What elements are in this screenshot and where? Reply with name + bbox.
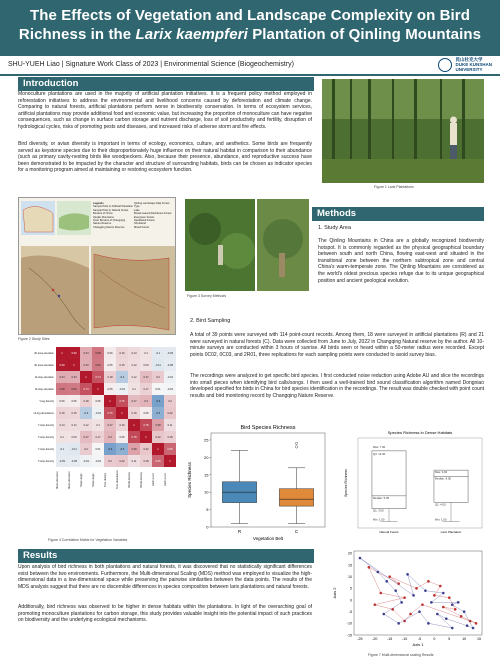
y-tick-label: 15 [204,472,209,478]
data-point [439,585,442,588]
matrix-cell: 0.05 [92,395,104,407]
matrix-cell: 0.27 [140,371,152,383]
matrix-col-label: Shrub density [140,472,143,488]
matrix-row-label: Y-log density [39,399,54,403]
matrix-cell: 0.3 [104,431,116,443]
matrix-cell: -0.02 [92,455,104,467]
y-axis-label: Species Richness [344,469,348,497]
matrix-cell: 1 [92,383,104,395]
matrix-cell: -0.04 [80,455,92,467]
matrix-cell: 0.17 [140,383,152,395]
matrix-row-label: T-stop density [37,459,54,463]
section-header-methods: Methods [312,207,484,221]
matrix-col-label: Herb cover [164,473,167,487]
matrix-col-label: Shrub density [128,472,131,488]
matrix-cell: 0.1 [92,419,104,431]
data-point [460,615,463,618]
matrix-cell: 0.1 [56,431,68,443]
matrix-cell: -0.08 [164,359,176,371]
box-annotation: Q1: 4.00 [434,502,446,507]
matrix-cell: 1 [80,371,92,383]
figure-1-caption: Figure 1 Larix Plantations [374,185,414,189]
data-point [406,573,409,576]
x-tick-label: -15 [387,637,393,641]
y-tick-label: 0 [206,524,209,530]
map-legend: Legends Sample Plots in Artificial Plantation Sample Plots in Natural Forest Borders of China Qinglin Mountains Area: Borders of Changqing Nature Reserve Changqing Nature Reserve [93,202,133,229]
matrix-cell: 0.06 [104,347,116,359]
author-bar [0,56,500,76]
matrix-cell: 0.15 [68,407,80,419]
poster-title-banner [0,0,500,56]
matrix-cell: 0.2 [164,395,176,407]
x-tick-label: Larix Plantation [440,530,462,534]
matrix-cell: -0.08 [68,455,80,467]
matrix-cell: -0.04 [116,383,128,395]
matrix-row-label: 40 area elevation [34,351,54,355]
y-tick-label: 0 [350,598,352,603]
matrix-cell: 0.16 [116,347,128,359]
intro-paragraph-2: Bird diversity, or avian diversity is important in terms of ecology, economics, culture, and aesthetics. Some birds are frequently served as keystone species due to their disproportionately huge influence on their natural habitat in comparison to their abundance (such as primary cavity-nesting birds like woodpeckers. Also, because their presence, abundance, and reproductive success have been demonstrated to be impacted by the character and structure of surrounding habitats, birds can be chosen as indicator species for a monitoring program aimed at maintaining or restoring ecosystem function. [18,141,312,174]
dense-habitat-boxplot [340,428,486,544]
matrix-cell: 0.2 [152,371,164,383]
figure-4-caption: Figure 4 Correlation Matrix for Vegetation Variables [48,538,128,542]
matrix-row-label: T-stop density [37,435,54,439]
data-point [442,592,445,595]
y-tick-label: 5 [350,586,352,591]
matrix-cell: 0.56 [68,383,80,395]
matrix-cell: 1 [104,395,116,407]
box-annotation: Q1: 3.00 [372,508,384,513]
matrix-cell: 0.76 [116,395,128,407]
larix-plantation-photo [322,79,484,183]
matrix-row-label: Y-stop density [37,447,54,451]
data-point [394,589,397,592]
data-point [451,627,454,630]
outlier-point [295,446,297,448]
matrix-cell: -0.5 [116,443,128,455]
matrix-cell: 0.78 [140,419,152,431]
matrix-row-label: Hi-slop elevation [34,375,54,379]
matrix-cell: 0.34 [80,347,92,359]
bird-richness-boxplot [185,421,333,546]
methods-subheading-bird-sampling: 2. Bird Sampling [190,318,231,324]
matrix-cell: 0.12 [80,419,92,431]
matrix-cell: -0.3 [116,371,128,383]
y-tick-label: 20 [204,454,209,460]
matrix-row-label: 40 area elevation [34,363,54,367]
y-axis-label: Axis 2 [332,587,337,599]
matrix-cell: 0.09 [68,431,80,443]
figure-7-caption: Figure 7 Multi-dimensional scaling Results [368,653,434,657]
matrix-cell: -0.11 [152,359,164,371]
data-point [436,613,439,616]
matrix-row-label: Hi-log abundance [33,411,54,415]
y-tick-label: -10 [346,621,352,626]
matrix-cell: 1 [128,419,140,431]
matrix-cell: 0.2 [80,443,92,455]
matrix-cell: 0.17 [92,431,104,443]
data-point [427,580,430,583]
data-point [418,610,421,613]
data-point [451,603,454,606]
figure-2-caption: Figure 2 Study Sites [18,337,50,341]
matrix-cell: 0.06 [56,395,68,407]
y-tick-label: 15 [348,563,352,568]
y-tick-label: 5 [206,507,209,513]
matrix-cell: 0.33 [68,371,80,383]
data-point [448,596,451,599]
matrix-cell: 0.11 [128,455,140,467]
poster-title-line-1: The Effects of Vegetation and Landscape Complexity on Bird [29,7,471,24]
data-point [415,587,418,590]
figure-3-caption: Figure 3 Survey Methods [187,294,227,298]
matrix-cell: 0.65 [152,455,164,467]
data-point [424,589,427,592]
matrix-cell: 0.27 [104,419,116,431]
x-tick-label: 15 [477,637,482,641]
matrix-cell: 0.22 [164,407,176,419]
y-axis-label: Species Richness [187,462,192,498]
matrix-cell: -0.09 [164,347,176,359]
x-axis-label: Axis 1 [412,642,424,647]
map-vegetation-legend: Qinling Landscape Map Forest Type Lake Broad-Leaved Deciduous Forest Evergreen Forest Needleleaf Forest Shrubland Mixed Forest [134,202,172,229]
matrix-cell: 0.12 [128,371,140,383]
box-annotation: Min: 1.00 [372,517,385,522]
x-tick-label: C [294,529,299,534]
data-point [442,606,445,609]
box-annotation: Q3: 12.00 [372,451,386,456]
matrix-cell: 1 [140,431,152,443]
box-1 [434,470,468,502]
plot-frame [354,551,482,635]
x-tick-label: 0 [433,637,436,641]
matrix-cell: 1 [152,443,164,455]
matrix-cell: 0.18 [104,371,116,383]
y-tick-label: -15 [346,633,352,638]
x-tick-label: -25 [357,637,363,641]
matrix-cell: 0.11 [164,419,176,431]
matrix-cell: 0.27 [80,431,92,443]
matrix-cell: 0.3 [140,395,152,407]
methods-analysis-paragraph: The recordings were analyzed to get specific bird species. I first conducted noise reduction using Adobe AU and slice the recordings into small pieces when identifying bird calls/songs. I then used a well-trained bird sound classification algorithm named Dongniao developed specified for birds in China for bird species identification in the recordings. The result was double checked with point count results and bird monitoring record by Changqing Nature Reserve. [190,373,484,399]
matrix-col-label: Slope angle [92,473,95,487]
data-point [466,624,469,627]
matrix-cell: 1 [116,407,128,419]
box-annotation: Max: 9.00 [434,470,448,475]
matrix-cell: -0.04 [164,371,176,383]
matrix-cell: -0.1 [152,347,164,359]
matrix-cell: 0.18 [140,455,152,467]
matrix-cell: -0.11 [68,443,80,455]
matrix-cell: 0.22 [116,455,128,467]
x-tick-label: -10 [402,637,408,641]
section-header-introduction: Introduction [18,77,314,91]
matrix-cell: 0.38 [128,443,140,455]
university-logo: 昆山杜克大学 DUKE KUNSHAN UNIVERSITY [438,57,492,72]
matrix-cell: 0.34 [56,371,68,383]
matrix-cell: 0.18 [80,395,92,407]
matrix-cell: 0.74 [80,383,92,395]
y-tick-label: 10 [348,574,352,579]
data-point [397,622,400,625]
data-point [463,610,466,613]
author-line: SHU-YUEH Liao | Signature Work Class of 2023 | Environmental Science (Biogeochemistry) [8,61,294,68]
matrix-cell: -0.02 [164,383,176,395]
matrix-cell: -0.1 [56,443,68,455]
chart-title: Bird Species Richness [240,425,296,431]
matrix-cell: 0.12 [68,419,80,431]
data-point [391,608,394,611]
methods-bird-sampling-paragraph: A total of 39 points were surveyed with 114 point-count records. Among them, 18 were surveyed in artificial plantations (R) and 21 were surveyed in natural forests (C). Data were collected from June to July, 2022 in Changqing Natural reserve by the author. All 10-minute surveys are conducted within 3 hours of sunrise. All birds seen or heard within a 50-meter radius were recorded. Except points 0C02, 0C03, and 2R01, three replications for each sampling points were conducted to avoid survey bias. [190,332,484,358]
data-point [445,617,448,620]
data-point [412,594,415,597]
y-tick-label: 20 [348,551,352,556]
matrix-cell: -0.6 [104,443,116,455]
matrix-cell: 0.56 [92,359,104,371]
matrix-cell: 0.05 [140,407,152,419]
matrix-cell: 0.78 [128,431,140,443]
data-point [472,627,475,630]
results-paragraph-2: Additionally, bird richness was observed to be higher in dense habitats within the plantations. In light of the overarching goal of promoting monoculture plantations for carbon storage, this study provides valuable insight into the potential impact of such practices on biodiversity and the underlying ecological mechanisms. [18,604,312,624]
matrix-col-label: Tree density [104,472,107,488]
matrix-cell: 1 [56,347,68,359]
matrix-cell: 0.65 [164,443,176,455]
matrix-cell: 0.01 [152,383,164,395]
chart-title: Species Richness in Dense Habitats [387,430,453,435]
box-annotation: Max: 7.00 [372,444,386,449]
x-tick-label: Natural Forest [379,530,399,534]
data-point [368,566,371,569]
data-point [421,603,424,606]
plot-frame [211,433,325,527]
study-sites-map [18,197,176,335]
matrix-cell: 0.13 [56,419,68,431]
correlation-matrix [20,345,178,495]
x-axis-label: Vegetation Belt [252,536,284,541]
data-point [457,601,460,604]
x-tick-label: 10 [462,637,467,641]
intro-paragraph-1: Monoculture plantations are used in the majority of artificial plantation initiatives. It is a frequent policy method employed in reforestation initiatives to address the environmental and livelihood concerns caused by deforestation and climate change. Comparing to natural forests, artificial plantations perform worse in biodiversity conservation. In terms of ecosystem services, artificial plantations may provide additional food and economic value, but increasing the proportion of monoculture can have negative consequences, such as change in surface carbon storage and nutrient discharge, loss of soil productivity and fertility, disruption of hydrological cycles, risks of promoting pests and diseases, and increased risks of adverse storm and fire effects. [18,91,312,130]
data-point [379,592,382,595]
data-point [400,601,403,604]
matrix-cell: 0.2 [104,455,116,467]
matrix-cell: 0.09 [140,359,152,371]
university-seal-icon [438,58,452,72]
matrix-cell: 0.16 [128,407,140,419]
y-tick-label: 25 [204,437,209,443]
matrix-cell: 0.05 [116,431,128,443]
box-annotation: Median: 8.00 [434,476,452,481]
matrix-cell: 0.22 [140,443,152,455]
data-point [374,603,377,606]
data-point [382,613,385,616]
matrix-cell: 0.76 [104,407,116,419]
x-tick-label: 5 [448,637,451,641]
methods-study-area-paragraph: The Qinling Mountains in China are a globally recognized biodiversity hotspot. It is commonly regarded as the physical geographical boundary between south and north China, flowing east-west and situated in the transitional zone between the northern subtropical zone and central China's warm-temperate zone. The Qinling Mountains are considered as the world's oldest precious species refuge due to its unique geographical position and ancient geological evolution. [318,238,484,284]
matrix-cell: 0.05 [104,383,116,395]
data-point [427,622,430,625]
matrix-cell: 0.16 [56,407,68,419]
matrix-cell: 0.1 [140,347,152,359]
matrix-row-label: Y-stop density [37,423,54,427]
matrix-cell: -0.3 [80,407,92,419]
data-point [388,575,391,578]
data-point [409,613,412,616]
x-tick-label: -20 [372,637,378,641]
matrix-cell: 1 [68,359,80,371]
matrix-cell: 0.58 [56,383,68,395]
methods-subheading-study-area: 1. Study Area [318,225,352,231]
matrix-cell: 1 [164,455,176,467]
matrix-cell: -0.5 [152,407,164,419]
box-annotation: Median: 5.00 [372,495,390,500]
matrix-cell: 0.01 [92,443,104,455]
matrix-cell: 0.18 [164,431,176,443]
box-0 [372,451,406,509]
data-point [385,580,388,583]
matrix-cell: 0.74 [92,371,104,383]
matrix-col-label: Tree abundance [116,470,119,490]
y-tick-label: -5 [348,609,352,614]
matrix-cell: 0.38 [152,419,164,431]
mds-scatter-plot [326,547,486,651]
matrix-col-label: Mean elevation [56,471,59,489]
matrix-cell: 0.13 [128,347,140,359]
matrix-cell: 0.27 [128,395,140,407]
matrix-cell: 0.05 [68,395,80,407]
data-point [454,608,457,611]
x-tick-label: R [237,529,242,534]
matrix-cell: -0.6 [152,395,164,407]
x-tick-label: -5 [417,637,422,641]
matrix-cell: 0.33 [80,359,92,371]
matrix-cell: 0.15 [116,359,128,371]
matrix-cell: 0.05 [104,359,116,371]
data-point [403,596,406,599]
survey-method-photo-2 [257,199,309,291]
matrix-cell: 0.1 [128,383,140,395]
matrix-cell: 0.22 [152,431,164,443]
matrix-col-label: Slope angle [80,473,83,487]
results-paragraph-1: Upon analysis of bird richness in both plantations and natural forests, it was discovered that no statistically significant differences exist between the two environments. Furthermore, the Multi-dimensional Scaling (MDS) method was employed to visualize the high-dimensional data in a low-dimensional space while preserving the pairwise similarities between the data points. The results of the MDS analysis suggest that there are no discernible differences in species composition between larix plantations and natural forests. [18,564,312,590]
matrix-cell: 0.58 [92,347,104,359]
matrix-cell: -0.09 [56,455,68,467]
survey-method-photo-1 [185,199,255,291]
y-tick-label: 10 [204,489,209,495]
matrix-cell: -0.04 [92,407,104,419]
matrix-row-label: Hi-slop elevation [34,387,54,391]
outlier-point [295,442,297,444]
box-C [279,489,313,506]
data-point [397,582,400,585]
data-point [430,601,433,604]
data-point [359,557,362,560]
poster-title-line-2: Richness in the Larix kaempferi Plantation of Qinling Mountains [18,26,482,43]
data-point [377,571,380,574]
matrix-col-label: Herb cover [152,473,155,487]
section-header-results: Results [18,549,314,563]
data-point [433,594,436,597]
box-annotation: Min: 1.00 [434,517,447,522]
matrix-cell: 0.99 [56,359,68,371]
matrix-col-label: Mean elevation [68,471,71,489]
matrix-cell: 0.12 [128,359,140,371]
matrix-cell: 0.16 [116,419,128,431]
data-point [475,622,478,625]
matrix-cell: 0.99 [68,347,80,359]
